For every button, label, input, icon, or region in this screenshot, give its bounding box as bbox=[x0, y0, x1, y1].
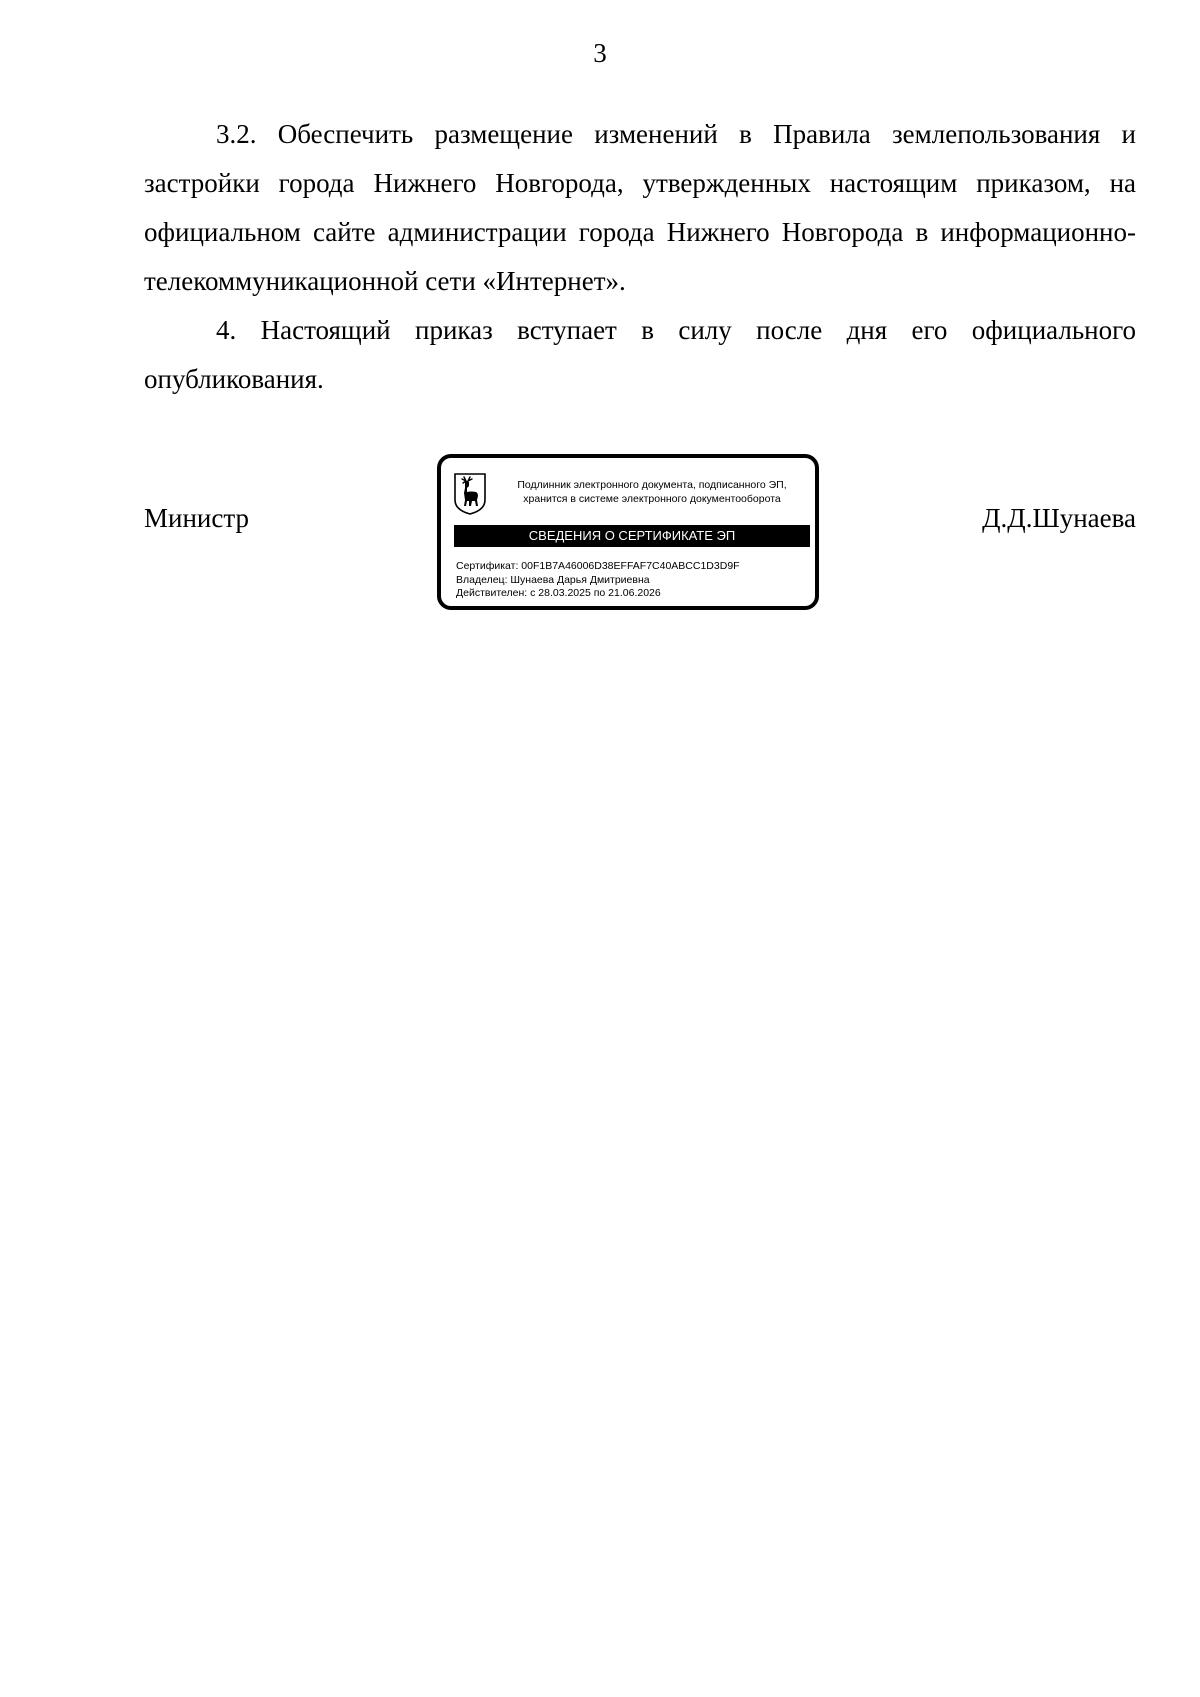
certificate-owner: Владелец: Шунаева Дарья Дмитриевна bbox=[456, 573, 650, 586]
stamp-header bbox=[493, 478, 811, 506]
signatory-position: Министр bbox=[144, 503, 249, 533]
paragraph-3-2: 3.2. Обеспечить размещение изменений в Правила землепользования и застройки города Нижнего Новгорода, утвержденных настоящим приказом, на официальном сайте администрации города Нижнего Новгорода в информационно-телекоммуникационной сети «Интернет». bbox=[144, 119, 1136, 296]
certificate-validity: Действителен: с 28.03.2025 по 21.06.2026 bbox=[456, 587, 661, 599]
coat-of-arms-icon bbox=[453, 472, 487, 516]
stamp-header-line: хранится в системе электронного документооборота bbox=[523, 493, 781, 505]
certificate-details bbox=[456, 560, 812, 601]
certificate-info-heading: СВЕДЕНИЯ О СЕРТИФИКАТЕ ЭП bbox=[454, 525, 810, 547]
document-body bbox=[144, 110, 1136, 404]
electronic-signature-stamp bbox=[437, 454, 819, 610]
certificate-serial: Сертификат: 00F1B7A46006D38EFFAF7C40ABCC1D3D9F bbox=[456, 560, 740, 572]
signatory-name: Д.Д.Шунаева bbox=[982, 503, 1136, 533]
paragraph-4: 4. Настоящий приказ вступает в силу после дня его официального опубликования. bbox=[144, 315, 1136, 394]
stamp-header-line: Подлинник электронного документа, подписанного ЭП, bbox=[517, 479, 787, 491]
page-number: 3 bbox=[593, 38, 607, 68]
